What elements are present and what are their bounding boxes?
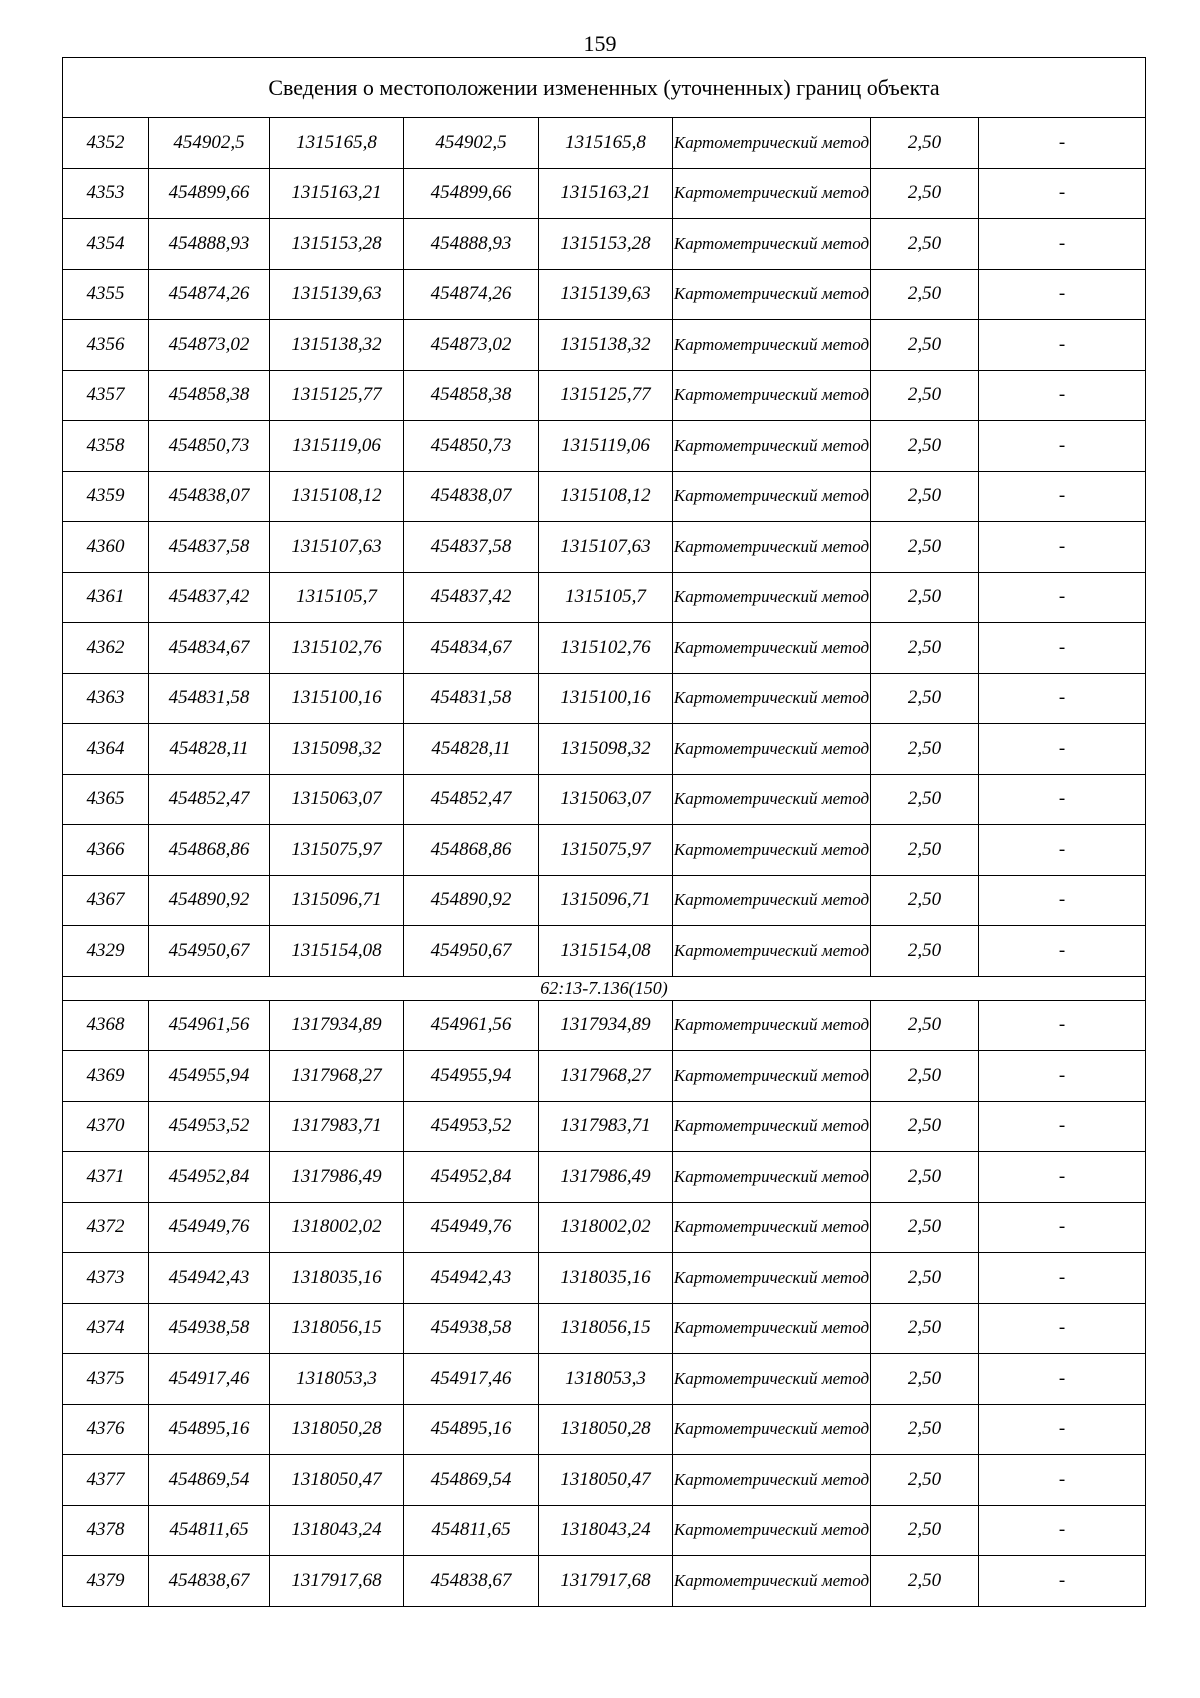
cell-description: - bbox=[979, 320, 1146, 371]
cell-point-number: 4354 bbox=[63, 219, 149, 270]
cell-point-number: 4379 bbox=[63, 1556, 149, 1607]
cell-y-new: 1315063,07 bbox=[539, 774, 673, 825]
cell-y-existing: 1317917,68 bbox=[270, 1556, 404, 1607]
cell-y-existing: 1318056,15 bbox=[270, 1303, 404, 1354]
cell-determination-method: Картометрический метод bbox=[673, 370, 871, 421]
cell-point-number: 4378 bbox=[63, 1505, 149, 1556]
cell-x-existing: 454942,43 bbox=[149, 1253, 270, 1304]
cell-y-new: 1315165,8 bbox=[539, 118, 673, 169]
cell-description: - bbox=[979, 370, 1146, 421]
cell-determination-method: Картометрический метод bbox=[673, 1253, 871, 1304]
table-row bbox=[63, 673, 1146, 724]
cell-accuracy: 2,50 bbox=[871, 370, 979, 421]
cell-x-new: 454961,56 bbox=[404, 1000, 539, 1051]
cell-point-number: 4363 bbox=[63, 673, 149, 724]
table-row bbox=[63, 522, 1146, 573]
cell-y-new: 1317986,49 bbox=[539, 1152, 673, 1203]
cell-determination-method: Картометрический метод bbox=[673, 118, 871, 169]
cell-y-existing: 1317934,89 bbox=[270, 1000, 404, 1051]
cell-accuracy: 2,50 bbox=[871, 1455, 979, 1506]
cell-y-existing: 1318053,3 bbox=[270, 1354, 404, 1405]
table-row bbox=[63, 269, 1146, 320]
cell-x-new: 454953,52 bbox=[404, 1101, 539, 1152]
cell-point-number: 4364 bbox=[63, 724, 149, 775]
table-row bbox=[63, 572, 1146, 623]
cell-y-existing: 1315100,16 bbox=[270, 673, 404, 724]
table-row bbox=[63, 623, 1146, 674]
cell-x-existing: 454952,84 bbox=[149, 1152, 270, 1203]
table-row bbox=[63, 370, 1146, 421]
section-header-row bbox=[63, 976, 1146, 1000]
table-row bbox=[63, 168, 1146, 219]
cell-x-new: 454869,54 bbox=[404, 1455, 539, 1506]
table-row bbox=[63, 118, 1146, 169]
cell-point-number: 4356 bbox=[63, 320, 149, 371]
cell-x-new: 454852,47 bbox=[404, 774, 539, 825]
cell-x-existing: 454888,93 bbox=[149, 219, 270, 270]
cell-point-number: 4359 bbox=[63, 471, 149, 522]
cell-point-number: 4358 bbox=[63, 421, 149, 472]
cell-x-new: 454955,94 bbox=[404, 1051, 539, 1102]
cell-point-number: 4377 bbox=[63, 1455, 149, 1506]
cell-y-new: 1315096,71 bbox=[539, 875, 673, 926]
cell-y-new: 1318043,24 bbox=[539, 1505, 673, 1556]
cell-x-new: 454938,58 bbox=[404, 1303, 539, 1354]
cell-point-number: 4353 bbox=[63, 168, 149, 219]
cell-accuracy: 2,50 bbox=[871, 1556, 979, 1607]
cell-x-existing: 454869,54 bbox=[149, 1455, 270, 1506]
cell-y-new: 1315075,97 bbox=[539, 825, 673, 876]
cell-x-existing: 454949,76 bbox=[149, 1202, 270, 1253]
cell-accuracy: 2,50 bbox=[871, 1505, 979, 1556]
cell-x-new: 454837,58 bbox=[404, 522, 539, 573]
cell-description: - bbox=[979, 1202, 1146, 1253]
cell-y-new: 1315154,08 bbox=[539, 926, 673, 977]
cell-description: - bbox=[979, 1152, 1146, 1203]
cell-point-number: 4360 bbox=[63, 522, 149, 573]
cell-y-new: 1317934,89 bbox=[539, 1000, 673, 1051]
cell-x-existing: 454811,65 bbox=[149, 1505, 270, 1556]
cell-point-number: 4365 bbox=[63, 774, 149, 825]
cell-determination-method: Картометрический метод bbox=[673, 1556, 871, 1607]
cell-x-new: 454917,46 bbox=[404, 1354, 539, 1405]
cell-x-existing: 454868,86 bbox=[149, 825, 270, 876]
cell-y-new: 1315100,16 bbox=[539, 673, 673, 724]
cell-description: - bbox=[979, 572, 1146, 623]
cell-description: - bbox=[979, 1303, 1146, 1354]
cell-x-existing: 454837,58 bbox=[149, 522, 270, 573]
cell-description: - bbox=[979, 774, 1146, 825]
cell-x-new: 454890,92 bbox=[404, 875, 539, 926]
cell-x-new: 454874,26 bbox=[404, 269, 539, 320]
cell-x-existing: 454837,42 bbox=[149, 572, 270, 623]
cell-determination-method: Картометрический метод bbox=[673, 320, 871, 371]
cell-x-new: 454838,07 bbox=[404, 471, 539, 522]
cell-y-new: 1318056,15 bbox=[539, 1303, 673, 1354]
cell-x-existing: 454874,26 bbox=[149, 269, 270, 320]
cell-y-new: 1318053,3 bbox=[539, 1354, 673, 1405]
cell-accuracy: 2,50 bbox=[871, 926, 979, 977]
cell-description: - bbox=[979, 471, 1146, 522]
cell-determination-method: Картометрический метод bbox=[673, 219, 871, 270]
table-title-row bbox=[63, 58, 1146, 118]
cell-accuracy: 2,50 bbox=[871, 1000, 979, 1051]
cell-determination-method: Картометрический метод bbox=[673, 421, 871, 472]
table-row bbox=[63, 1303, 1146, 1354]
cell-x-new: 454831,58 bbox=[404, 673, 539, 724]
cell-determination-method: Картометрический метод bbox=[673, 724, 871, 775]
cell-y-new: 1315125,77 bbox=[539, 370, 673, 421]
cell-accuracy: 2,50 bbox=[871, 219, 979, 270]
cell-accuracy: 2,50 bbox=[871, 1404, 979, 1455]
cell-description: - bbox=[979, 724, 1146, 775]
table-row bbox=[63, 1354, 1146, 1405]
cell-x-new: 454942,43 bbox=[404, 1253, 539, 1304]
cell-determination-method: Картометрический метод bbox=[673, 1354, 871, 1405]
table-row bbox=[63, 724, 1146, 775]
cell-determination-method: Картометрический метод bbox=[673, 1404, 871, 1455]
table-row bbox=[63, 471, 1146, 522]
cell-determination-method: Картометрический метод bbox=[673, 471, 871, 522]
cell-y-existing: 1318035,16 bbox=[270, 1253, 404, 1304]
cell-y-new: 1315153,28 bbox=[539, 219, 673, 270]
cell-y-new: 1315102,76 bbox=[539, 623, 673, 674]
cell-accuracy: 2,50 bbox=[871, 1354, 979, 1405]
cell-description: - bbox=[979, 269, 1146, 320]
cell-y-new: 1315138,32 bbox=[539, 320, 673, 371]
cell-accuracy: 2,50 bbox=[871, 572, 979, 623]
cell-determination-method: Картометрический метод bbox=[673, 168, 871, 219]
cell-determination-method: Картометрический метод bbox=[673, 825, 871, 876]
cell-x-existing: 454953,52 bbox=[149, 1101, 270, 1152]
cell-y-new: 1318050,28 bbox=[539, 1404, 673, 1455]
cell-description: - bbox=[979, 926, 1146, 977]
cell-y-existing: 1317986,49 bbox=[270, 1152, 404, 1203]
cell-accuracy: 2,50 bbox=[871, 1253, 979, 1304]
cell-y-existing: 1318050,28 bbox=[270, 1404, 404, 1455]
cell-description: - bbox=[979, 1556, 1146, 1607]
cell-y-new: 1318035,16 bbox=[539, 1253, 673, 1304]
cell-point-number: 4374 bbox=[63, 1303, 149, 1354]
cell-y-existing: 1315063,07 bbox=[270, 774, 404, 825]
boundary-coordinates-table bbox=[62, 57, 1146, 1607]
cell-y-new: 1315107,63 bbox=[539, 522, 673, 573]
cell-determination-method: Картометрический метод bbox=[673, 572, 871, 623]
cell-x-new: 454899,66 bbox=[404, 168, 539, 219]
cell-x-new: 454868,86 bbox=[404, 825, 539, 876]
cell-determination-method: Картометрический метод bbox=[673, 1000, 871, 1051]
cell-x-existing: 454838,07 bbox=[149, 471, 270, 522]
cell-x-existing: 454899,66 bbox=[149, 168, 270, 219]
cell-y-existing: 1315154,08 bbox=[270, 926, 404, 977]
cell-y-existing: 1318043,24 bbox=[270, 1505, 404, 1556]
cell-x-existing: 454917,46 bbox=[149, 1354, 270, 1405]
table-row bbox=[63, 875, 1146, 926]
cell-y-existing: 1315107,63 bbox=[270, 522, 404, 573]
cell-y-existing: 1315163,21 bbox=[270, 168, 404, 219]
cell-determination-method: Картометрический метод bbox=[673, 1202, 871, 1253]
cell-y-existing: 1317983,71 bbox=[270, 1101, 404, 1152]
cell-description: - bbox=[979, 1455, 1146, 1506]
cell-x-existing: 454873,02 bbox=[149, 320, 270, 371]
cell-accuracy: 2,50 bbox=[871, 168, 979, 219]
cell-determination-method: Картометрический метод bbox=[673, 1303, 871, 1354]
cell-y-new: 1318002,02 bbox=[539, 1202, 673, 1253]
cell-description: - bbox=[979, 1253, 1146, 1304]
cell-point-number: 4371 bbox=[63, 1152, 149, 1203]
cell-x-existing: 454895,16 bbox=[149, 1404, 270, 1455]
cell-determination-method: Картометрический метод bbox=[673, 1455, 871, 1506]
cell-determination-method: Картометрический метод bbox=[673, 522, 871, 573]
cell-description: - bbox=[979, 421, 1146, 472]
cell-point-number: 4355 bbox=[63, 269, 149, 320]
cell-x-new: 454858,38 bbox=[404, 370, 539, 421]
cell-y-new: 1315098,32 bbox=[539, 724, 673, 775]
cell-determination-method: Картометрический метод bbox=[673, 926, 871, 977]
cell-accuracy: 2,50 bbox=[871, 623, 979, 674]
table-row bbox=[63, 1152, 1146, 1203]
cell-x-new: 454838,67 bbox=[404, 1556, 539, 1607]
cell-determination-method: Картометрический метод bbox=[673, 1101, 871, 1152]
cell-x-existing: 454852,47 bbox=[149, 774, 270, 825]
cell-y-new: 1315163,21 bbox=[539, 168, 673, 219]
cell-y-existing: 1315165,8 bbox=[270, 118, 404, 169]
cell-x-new: 454888,93 bbox=[404, 219, 539, 270]
cell-point-number: 4372 bbox=[63, 1202, 149, 1253]
cell-y-new: 1317917,68 bbox=[539, 1556, 673, 1607]
section-label: 62:13-7.136(150) bbox=[63, 976, 1146, 1000]
cell-x-new: 454895,16 bbox=[404, 1404, 539, 1455]
cell-x-existing: 454850,73 bbox=[149, 421, 270, 472]
cell-determination-method: Картометрический метод bbox=[673, 1152, 871, 1203]
table-row bbox=[63, 320, 1146, 371]
cell-y-new: 1317983,71 bbox=[539, 1101, 673, 1152]
cell-description: - bbox=[979, 673, 1146, 724]
cell-y-existing: 1315108,12 bbox=[270, 471, 404, 522]
cell-point-number: 4362 bbox=[63, 623, 149, 674]
table-row bbox=[63, 1000, 1146, 1051]
cell-x-existing: 454902,5 bbox=[149, 118, 270, 169]
cell-accuracy: 2,50 bbox=[871, 1101, 979, 1152]
cell-y-new: 1315119,06 bbox=[539, 421, 673, 472]
cell-y-existing: 1315139,63 bbox=[270, 269, 404, 320]
table-row bbox=[63, 774, 1146, 825]
cell-y-existing: 1315119,06 bbox=[270, 421, 404, 472]
cell-x-new: 454828,11 bbox=[404, 724, 539, 775]
cell-description: - bbox=[979, 623, 1146, 674]
cell-point-number: 4367 bbox=[63, 875, 149, 926]
cell-determination-method: Картометрический метод bbox=[673, 673, 871, 724]
table-row bbox=[63, 421, 1146, 472]
cell-y-existing: 1315102,76 bbox=[270, 623, 404, 674]
cell-y-existing: 1315096,71 bbox=[270, 875, 404, 926]
cell-x-existing: 454890,92 bbox=[149, 875, 270, 926]
cell-x-new: 454850,73 bbox=[404, 421, 539, 472]
table-row bbox=[63, 1455, 1146, 1506]
cell-x-new: 454949,76 bbox=[404, 1202, 539, 1253]
cell-point-number: 4376 bbox=[63, 1404, 149, 1455]
cell-point-number: 4369 bbox=[63, 1051, 149, 1102]
cell-accuracy: 2,50 bbox=[871, 1152, 979, 1203]
cell-description: - bbox=[979, 1505, 1146, 1556]
cell-y-existing: 1315125,77 bbox=[270, 370, 404, 421]
cell-point-number: 4352 bbox=[63, 118, 149, 169]
cell-determination-method: Картометрический метод bbox=[673, 774, 871, 825]
cell-x-new: 454873,02 bbox=[404, 320, 539, 371]
cell-y-new: 1315139,63 bbox=[539, 269, 673, 320]
cell-accuracy: 2,50 bbox=[871, 118, 979, 169]
table-row bbox=[63, 1051, 1146, 1102]
cell-determination-method: Картометрический метод bbox=[673, 1505, 871, 1556]
cell-x-existing: 454831,58 bbox=[149, 673, 270, 724]
cell-x-new: 454952,84 bbox=[404, 1152, 539, 1203]
cell-accuracy: 2,50 bbox=[871, 269, 979, 320]
cell-x-new: 454834,67 bbox=[404, 623, 539, 674]
cell-x-existing: 454950,67 bbox=[149, 926, 270, 977]
cell-x-existing: 454961,56 bbox=[149, 1000, 270, 1051]
table-row bbox=[63, 825, 1146, 876]
table-row bbox=[63, 1101, 1146, 1152]
cell-accuracy: 2,50 bbox=[871, 421, 979, 472]
cell-point-number: 4370 bbox=[63, 1101, 149, 1152]
cell-description: - bbox=[979, 118, 1146, 169]
cell-description: - bbox=[979, 168, 1146, 219]
cell-accuracy: 2,50 bbox=[871, 1202, 979, 1253]
cell-description: - bbox=[979, 1101, 1146, 1152]
cell-y-existing: 1315105,7 bbox=[270, 572, 404, 623]
cell-description: - bbox=[979, 1354, 1146, 1405]
cell-x-new: 454902,5 bbox=[404, 118, 539, 169]
table-row bbox=[63, 926, 1146, 977]
table-title: Сведения о местоположении измененных (уточненных) границ объекта bbox=[63, 58, 1146, 118]
cell-point-number: 4375 bbox=[63, 1354, 149, 1405]
cell-determination-method: Картометрический метод bbox=[673, 875, 871, 926]
cell-accuracy: 2,50 bbox=[871, 825, 979, 876]
cell-y-new: 1315108,12 bbox=[539, 471, 673, 522]
cell-description: - bbox=[979, 522, 1146, 573]
cell-y-existing: 1315153,28 bbox=[270, 219, 404, 270]
cell-x-existing: 454838,67 bbox=[149, 1556, 270, 1607]
cell-accuracy: 2,50 bbox=[871, 1051, 979, 1102]
cell-determination-method: Картометрический метод bbox=[673, 269, 871, 320]
cell-x-existing: 454858,38 bbox=[149, 370, 270, 421]
cell-y-new: 1318050,47 bbox=[539, 1455, 673, 1506]
cell-accuracy: 2,50 bbox=[871, 875, 979, 926]
cell-description: - bbox=[979, 1000, 1146, 1051]
cell-point-number: 4373 bbox=[63, 1253, 149, 1304]
cell-accuracy: 2,50 bbox=[871, 673, 979, 724]
table-row bbox=[63, 1505, 1146, 1556]
cell-x-new: 454811,65 bbox=[404, 1505, 539, 1556]
cell-point-number: 4329 bbox=[63, 926, 149, 977]
cell-accuracy: 2,50 bbox=[871, 774, 979, 825]
cell-accuracy: 2,50 bbox=[871, 724, 979, 775]
cell-y-new: 1317968,27 bbox=[539, 1051, 673, 1102]
cell-point-number: 4357 bbox=[63, 370, 149, 421]
cell-y-existing: 1315138,32 bbox=[270, 320, 404, 371]
table-row bbox=[63, 1556, 1146, 1607]
cell-x-new: 454837,42 bbox=[404, 572, 539, 623]
cell-accuracy: 2,50 bbox=[871, 471, 979, 522]
cell-y-existing: 1318002,02 bbox=[270, 1202, 404, 1253]
cell-x-existing: 454938,58 bbox=[149, 1303, 270, 1354]
cell-description: - bbox=[979, 1051, 1146, 1102]
cell-x-new: 454950,67 bbox=[404, 926, 539, 977]
table-row bbox=[63, 1202, 1146, 1253]
cell-x-existing: 454955,94 bbox=[149, 1051, 270, 1102]
table-row bbox=[63, 1404, 1146, 1455]
cell-description: - bbox=[979, 1404, 1146, 1455]
cell-determination-method: Картометрический метод bbox=[673, 1051, 871, 1102]
cell-y-existing: 1315075,97 bbox=[270, 825, 404, 876]
cell-description: - bbox=[979, 875, 1146, 926]
cell-accuracy: 2,50 bbox=[871, 1303, 979, 1354]
cell-accuracy: 2,50 bbox=[871, 320, 979, 371]
page-number: 159 bbox=[583, 31, 617, 56]
cell-x-existing: 454834,67 bbox=[149, 623, 270, 674]
cell-point-number: 4366 bbox=[63, 825, 149, 876]
cell-x-existing: 454828,11 bbox=[149, 724, 270, 775]
cell-y-existing: 1318050,47 bbox=[270, 1455, 404, 1506]
cell-accuracy: 2,50 bbox=[871, 522, 979, 573]
cell-y-existing: 1315098,32 bbox=[270, 724, 404, 775]
cell-determination-method: Картометрический метод bbox=[673, 623, 871, 674]
cell-y-new: 1315105,7 bbox=[539, 572, 673, 623]
cell-point-number: 4368 bbox=[63, 1000, 149, 1051]
table-row bbox=[63, 219, 1146, 270]
cell-y-existing: 1317968,27 bbox=[270, 1051, 404, 1102]
cell-point-number: 4361 bbox=[63, 572, 149, 623]
cell-description: - bbox=[979, 219, 1146, 270]
cell-description: - bbox=[979, 825, 1146, 876]
table-row bbox=[63, 1253, 1146, 1304]
